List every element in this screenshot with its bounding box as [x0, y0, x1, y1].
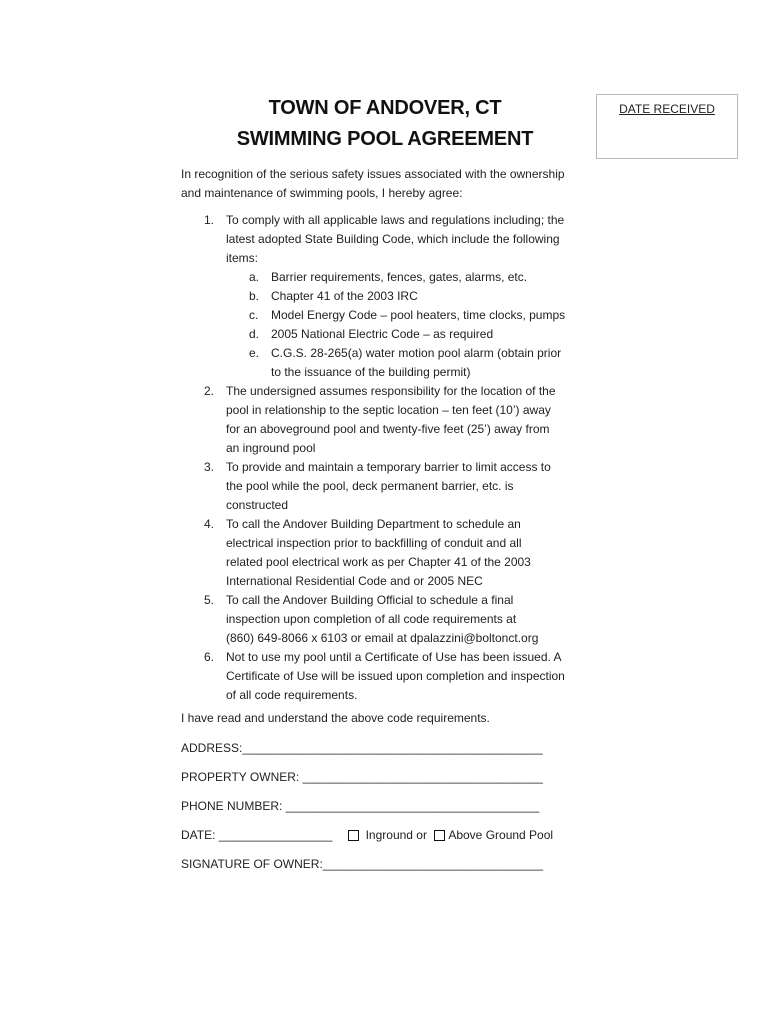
item-line: latest adopted State Building Code, which include the following [226, 232, 560, 246]
item-line: items: [226, 251, 259, 265]
sub-item-letter: a. [249, 270, 260, 284]
item-number: 4. [204, 517, 215, 531]
intro-line: In recognition of the serious safety issues associated with the ownership [181, 167, 565, 181]
sub-item-line: Chapter 41 of the 2003 IRC [271, 289, 418, 303]
inground-label: Inground or [365, 828, 427, 842]
agreement-item-3 [181, 458, 593, 515]
item-number: 6. [204, 650, 215, 664]
acknowledgement-text: I have read and understand the above code requirements. [181, 711, 490, 725]
item-line: inspection upon completion of all code requirements at [226, 612, 517, 626]
item-number: 1. [204, 213, 215, 227]
sub-item-letter: c. [249, 308, 259, 322]
sub-item-line: 2005 National Electric Code – as required [271, 327, 494, 341]
agreement-item-1 [181, 211, 593, 382]
date-received-label: DATE RECEIVED [619, 102, 715, 116]
intro-line: and maintenance of swimming pools, I hereby agree: [181, 186, 463, 200]
item-line: To comply with all applicable laws and regulations including; the [226, 213, 565, 227]
item-line: To call the Andover Building Official to schedule a final [226, 593, 514, 607]
sub-item-letter: e. [249, 346, 260, 360]
document-title-town: TOWN OF ANDOVER, CT [268, 97, 502, 119]
item-line: To provide and maintain a temporary barrier to limit access to [226, 460, 551, 474]
date-field[interactable]: DATE: _________________ [181, 828, 333, 842]
sub-item-line: Barrier requirements, fences, gates, alarms, etc. [271, 270, 528, 284]
item-line: constructed [226, 498, 289, 512]
sub-item-a [226, 268, 593, 287]
date-received-box[interactable] [596, 94, 738, 159]
phone-number-field[interactable]: PHONE NUMBER: ______________________________________ [181, 799, 540, 813]
sub-item-line: Model Energy Code – pool heaters, time clocks, pumps [271, 308, 566, 322]
sub-item-d [226, 325, 593, 344]
intro-paragraph [181, 165, 593, 203]
agreement-item-5 [181, 591, 593, 648]
item-line: International Residential Code and or 2005 NEC [226, 574, 483, 588]
aboveground-label: Above Ground Pool [448, 828, 554, 842]
sub-item-letter: b. [249, 289, 260, 303]
item-line: electrical inspection prior to backfilling of conduit and all [226, 536, 522, 550]
sub-item-b [226, 287, 593, 306]
item-number: 2. [204, 384, 215, 398]
item-line: related pool electrical work as per Chapter 41 of the 2003 [226, 555, 531, 569]
item-line: Not to use my pool until a Certificate of Use has been issued. A [226, 650, 562, 664]
date-and-pool-type-row [181, 826, 553, 845]
item-line: for an aboveground pool and twenty-five feet (25’) away from [226, 422, 550, 436]
address-field[interactable]: ADDRESS:_____________________________________________ [181, 741, 543, 755]
item-line: pool in relationship to the septic location – ten feet (10’) away [226, 403, 551, 417]
item-line: an inground pool [226, 441, 316, 455]
document-title-agreement: SWIMMING POOL AGREEMENT [236, 128, 534, 150]
item-line: The undersigned assumes responsibility for the location of the [226, 384, 556, 398]
item-line: (860) 649-8066 x 6103 or email at dpalazzini@boltonct.org [226, 631, 539, 645]
item-number: 5. [204, 593, 215, 607]
sub-item-c [226, 306, 593, 325]
item-line: Certificate of Use will be issued upon completion and inspection [226, 669, 565, 683]
agreement-list [181, 211, 593, 705]
item-line: To call the Andover Building Department to schedule an [226, 517, 521, 531]
sub-item-letter: d. [249, 327, 260, 341]
agreement-item-2 [181, 382, 593, 458]
sub-item-e [226, 344, 593, 382]
aboveground-checkbox[interactable] [434, 830, 445, 841]
inground-checkbox[interactable] [348, 830, 359, 841]
agreement-item-6 [181, 648, 593, 705]
agreement-item-4 [181, 515, 593, 591]
item-line: the pool while the pool, deck permanent barrier, etc. is [226, 479, 514, 493]
property-owner-field[interactable]: PROPERTY OWNER: ____________________________________ [181, 770, 543, 784]
signature-field[interactable]: SIGNATURE OF OWNER:_________________________________ [181, 857, 544, 871]
item-number: 3. [204, 460, 215, 474]
sub-item-line: to the issuance of the building permit) [271, 365, 471, 379]
item-line: of all code requirements. [226, 688, 358, 702]
sub-item-line: C.G.S. 28-265(a) water motion pool alarm (obtain prior [271, 346, 562, 360]
